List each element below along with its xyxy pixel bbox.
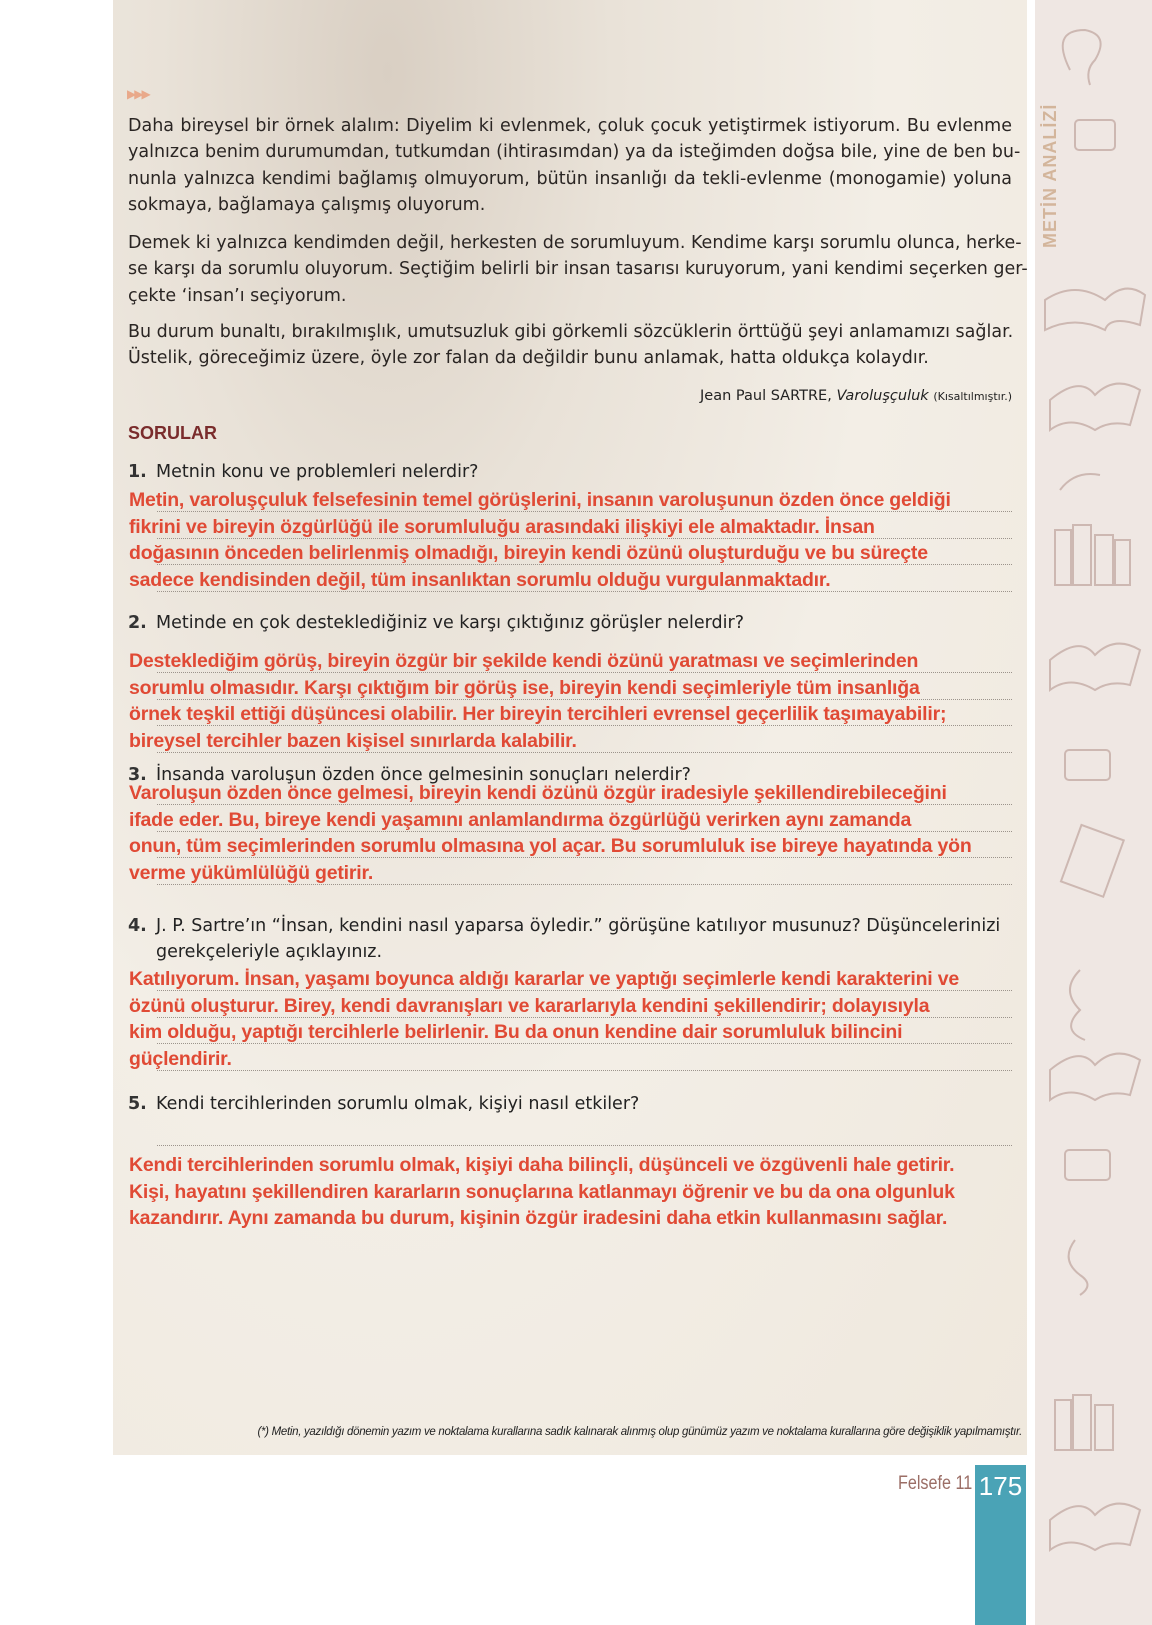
question-number: 3. — [128, 765, 147, 785]
answer-line: sorumlu olmasıdır. Karşı çıktığım bir görüş ise, bireyin kendi seçimleriyle tüm insanlığa — [129, 676, 920, 699]
footnote: (*) Metin, yazıldığı dönemin yazım ve noktalama kurallarına sadık kalınarak alınmış olup günümüz yazım ve noktalama kurallarına göre değişiklik yapılmamıştır. — [257, 1426, 1022, 1438]
answer-line: fikrini ve bireyin özgürlüğü ile sorumluluğu arasındaki ilişkiyi ele almaktadır. İnsan — [129, 515, 875, 538]
question-number: 1. — [128, 462, 147, 482]
answer-line: Kişi, hayatını şekillendiren kararların sonuçlarına katlanmayı öğrenir ve bu da ona olgunluk — [129, 1180, 955, 1203]
questions-heading: SORULAR — [128, 423, 217, 443]
open-book-icon — [1045, 289, 1145, 330]
book-spine-icon — [1055, 530, 1071, 585]
answer-line: Metin, varoluşçuluk felsefesinin temel görüşlerini, insanın varoluşunun özden önce geldiği — [129, 489, 951, 511]
passage-line: sokmaya, bağlamaya çalışmış oluyorum. — [128, 194, 486, 215]
question-text: Metnin konu ve problemleri nelerdir? — [156, 462, 479, 482]
book-stack-icon — [1065, 750, 1110, 780]
swirl-icon — [1070, 970, 1085, 1040]
question-text: gerekçeleriyle açıklayınız. — [156, 942, 383, 962]
citation-note: (Kısaltılmıştır.) — [933, 390, 1012, 403]
open-book-icon — [1050, 1054, 1140, 1100]
question-4 — [128, 913, 1000, 965]
page-number: 175 — [975, 1465, 1026, 1625]
passage-line: nunla yalnızca kendimi bağlamış olmuyorum, bütün insanlığı da tekli-evlenme (monogamie) yoluna — [128, 168, 1012, 189]
passage-paragraph-2 — [128, 230, 1028, 309]
answer-3 — [129, 780, 972, 886]
answer-line: ifade eder. Bu, bireye kendi yaşamını anlamlandırma özgürlüğü verirken aynı zamanda — [129, 808, 912, 831]
book-stack-icon — [1065, 1150, 1110, 1180]
question-5 — [128, 1091, 639, 1117]
answer-line: onun, tüm seçimlerinden sorumlu olmasına yol açar. Bu sorumluluk ise bireye hayatında yön — [129, 835, 972, 857]
open-book-icon — [1050, 1504, 1140, 1550]
decorative-books-icons — [1040, 10, 1150, 1620]
passage-line: Bu durum bunaltı, bırakılmışlık, umutsuzluk gibi görkemli sözcüklerin örttüğü şeyi anlamamızı sağlar. — [128, 322, 1014, 342]
answer-1 — [129, 487, 951, 593]
passage-paragraph-1 — [128, 113, 1021, 218]
question-text: J. P. Sartre’ın “İnsan, kendini nasıl yaparsa öyledir.” görüşüne katılıyor musunuz? Düşüncelerinizi — [156, 916, 1001, 936]
question-number: 4. — [128, 916, 147, 936]
answer-line: örnek teşkil ettiği düşüncesi olabilir. Her bireyin tercihleri evrensel geçerlilik taşımayabilir; — [129, 703, 947, 725]
answer-5 — [129, 1152, 955, 1232]
answer-line: kazandırır. Aynı zamanda bu durum, kişinin özgür iradesini daha etkin kullanmasını sağlar. — [129, 1207, 948, 1229]
citation — [700, 388, 1012, 404]
question-1 — [128, 459, 478, 485]
question-number: 2. — [128, 613, 147, 633]
answer-line: bireysel tercihler bazen kişisel sınırlarda kalabilir. — [129, 729, 577, 752]
passage-line: Üstelik, göreceğimiz üzere, öyle zor falan da değildir bunu anlamak, hatta oldukça kolaydır. — [128, 348, 929, 369]
answer-line: Katılıyorum. İnsan, yaşamı boyunca aldığı kararlar ve yaptığı seçimlerle kendi karakterini ve — [129, 968, 960, 990]
citation-author: Jean Paul SARTRE, — [700, 388, 832, 404]
question-text: Kendi tercihlerinden sorumlu olmak, kişiyi nasıl etkiler? — [156, 1094, 640, 1114]
answer-line: verme yükümlülüğü getirir. — [129, 861, 374, 884]
book-stack-icon — [1075, 120, 1115, 150]
question-text: Metinde en çok desteklediğiniz ve karşı çıktığınız görüşler nelerdir? — [156, 613, 745, 633]
answer-line: Varoluşun özden önce gelmesi, bireyin kendi özünü özgür iradesiyle şekillendirebileceğini — [129, 782, 947, 804]
answer-line: güçlendirir. — [129, 1047, 232, 1070]
passage-line: Daha bireysel bir örnek alalım: Diyelim ki evlenmek, çoluk çocuk yetiştirmek istiyorum. Bu evlenme — [128, 116, 1012, 136]
answer-line: özünü oluşturur. Birey, kendi davranışları ve kararlarıyla kendini şekillendirir; dolayısıyla — [129, 994, 930, 1017]
book-title: Felsefe 11 — [898, 1473, 973, 1494]
passage-line: yalnızca benim durumumdan, tutkumdan (ihtirasımdan) ya da isteğimden doğsa bile, yine de ben bu- — [128, 142, 1021, 163]
question-number: 5. — [128, 1094, 147, 1114]
passage-line: se karşı da sorumlu oluyorum. Seçtiğim belirli bir insan tasarısı kuruyorum, yani kendimi seçerken ger- — [128, 259, 1028, 280]
swirl-icon — [1060, 474, 1100, 490]
section-label: METİN ANALİZİ — [1040, 103, 1060, 248]
answer-line: kim olduğu, yaptığı tercihlerle belirlenir. Bu da onun kendine dair sorumluluk bilincini — [129, 1021, 903, 1043]
passage-line: Demek ki yalnızca kendimden değil, herkesten de sorumluyum. Kendime karşı sorumlu olunca, herke- — [128, 233, 1022, 253]
swirl-icon — [1069, 1240, 1088, 1295]
answer-line: sadece kendisinden değil, tüm insanlıktan sorumlu olduğu vurgulanmaktadır. — [129, 568, 831, 591]
question-2 — [128, 610, 744, 636]
answer-2 — [129, 648, 946, 754]
open-book-icon — [1050, 644, 1140, 690]
citation-work: Varoluşçuluk — [836, 388, 929, 404]
answer-line: Kendi tercihlerinden sorumlu olmak, kişiyi daha bilinçli, düşünceli ve özgüvenli hale getirir. — [129, 1154, 955, 1176]
answer-rule — [157, 1145, 1012, 1146]
passage-line: çekte ‘insan’ı seçiyorum. — [128, 285, 347, 306]
answer-line: doğasının önceden belirlenmiş olmadığı, bireyin kendi özünü oluşturduğu ve bu süreçte — [129, 542, 928, 564]
swirl-icon — [1063, 30, 1101, 85]
marker-triangles-icon: ▶▶▶ — [127, 87, 149, 101]
answer-line: Desteklediğim görüş, bireyin özgür bir şekilde kendi özünü yaratması ve seçimlerinden — [129, 650, 919, 672]
open-book-icon — [1050, 384, 1140, 430]
answer-4 — [129, 966, 959, 1072]
closed-book-icon — [1061, 825, 1124, 897]
question-text: İnsanda varoluşun özden önce gelmesinin sonuçları nelerdir? — [156, 765, 691, 785]
passage-paragraph-3 — [128, 319, 1012, 372]
